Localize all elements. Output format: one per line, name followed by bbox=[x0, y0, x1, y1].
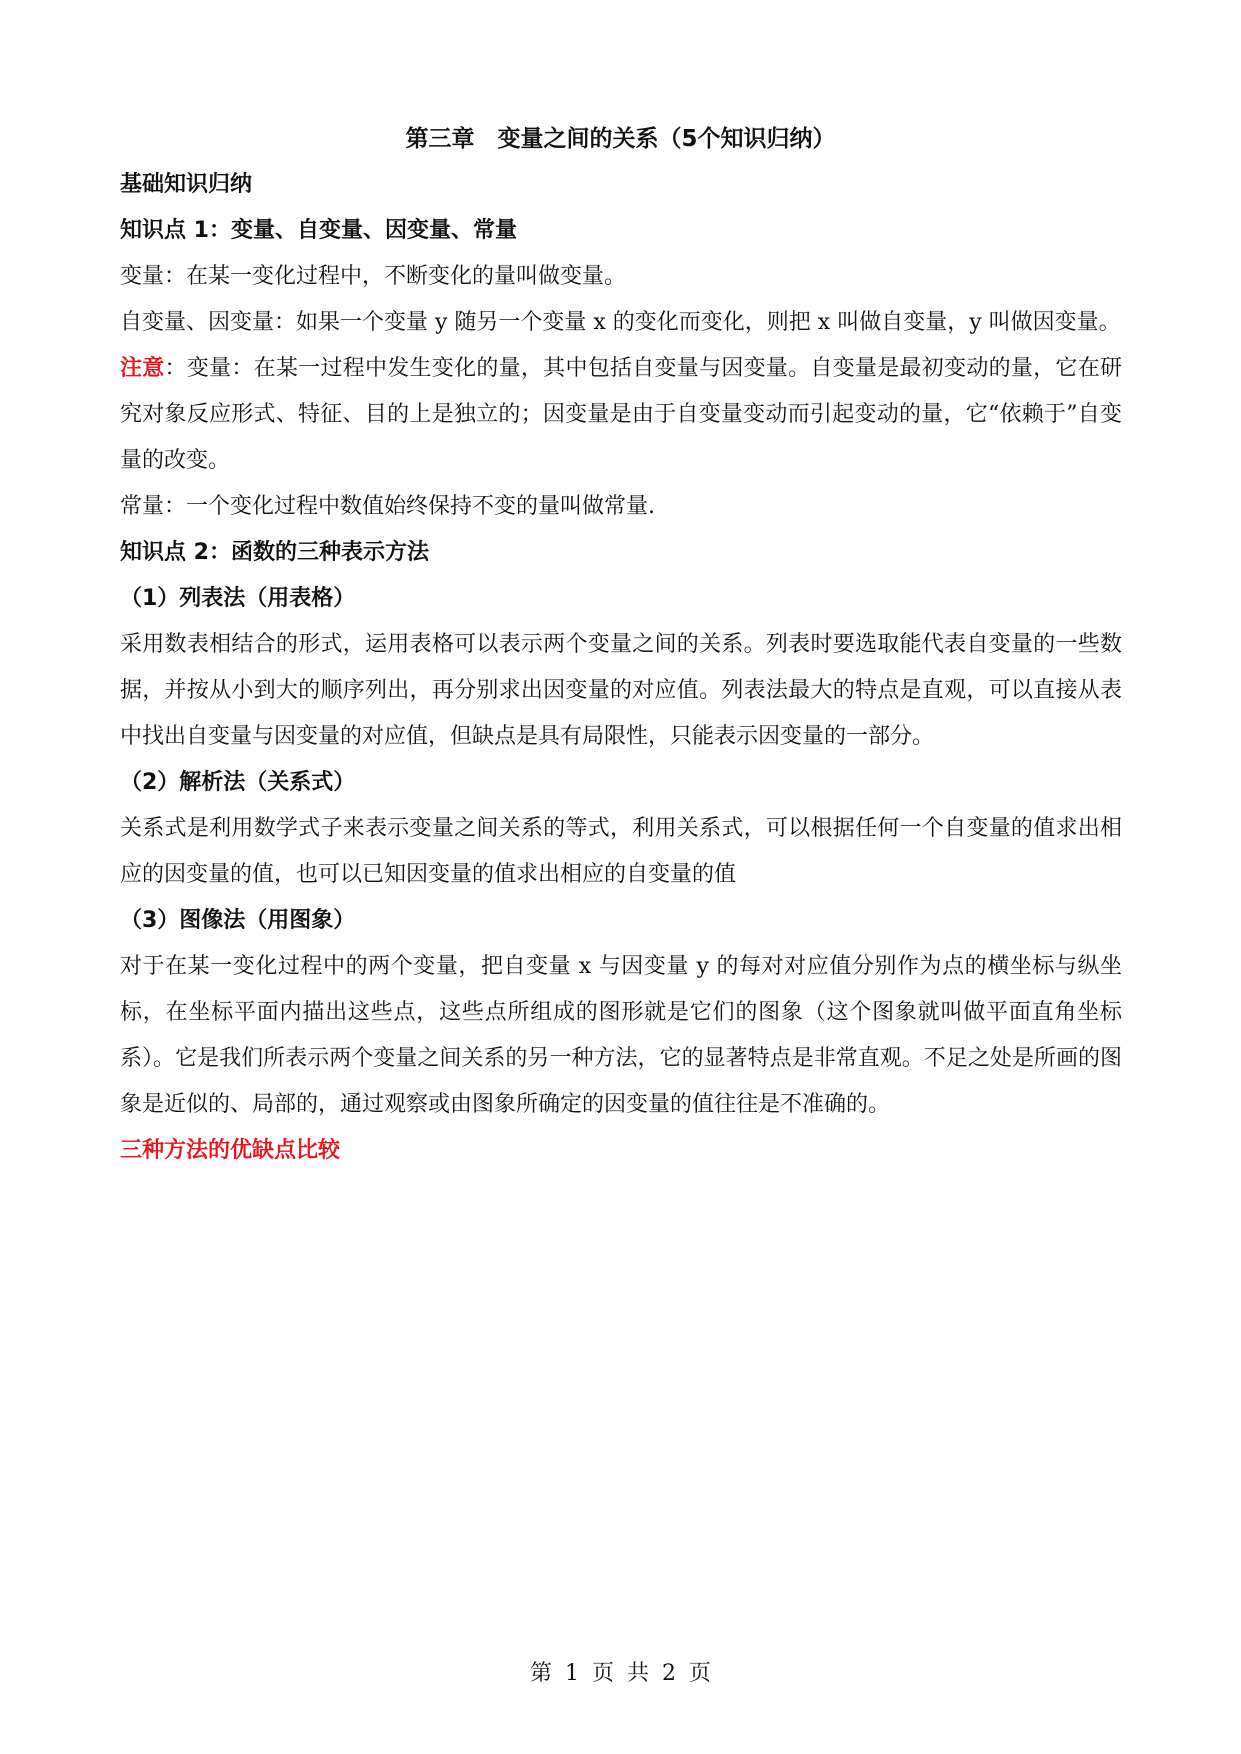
comparison-heading: 三种方法的优缺点比较 bbox=[120, 1138, 341, 1163]
section-heading-basic: 基础知识归纳 bbox=[120, 172, 253, 197]
method1-text: 采用数表相结合的形式，运用表格可以表示两个变量之间的关系。列表时要选取能代表自变量的一些数据，并按从小到大的顺序列出，再分别求出因变量的对应值。列表法最大的特点是直观，可以直接从表中找出自变量与因变量的对应值，但缺点是具有局限性，只能表示因变量的一部分。 bbox=[120, 632, 1122, 749]
note-label: 注意 bbox=[120, 356, 165, 381]
page-title: 第三章 变量之间的关系（5个知识归纳） bbox=[405, 126, 836, 152]
note-text: ：变量：在某一过程中发生变化的量，其中包括自变量与因变量。自变量是最初变动的量，它在研究对象反应形式、特征、目的上是独立的；因变量是由于自变量变动而引起变动的量，它“依赖于”自变量的改变。 bbox=[120, 356, 1122, 473]
kp2-heading: 知识点 2：函数的三种表示方法 bbox=[120, 540, 429, 565]
document-body bbox=[120, 162, 1122, 1174]
method1-heading: （1）列表法（用表格） bbox=[120, 586, 356, 611]
kp1-paragraph-constant: 常量：一个变化过程中数值始终保持不变的量叫做常量. bbox=[120, 494, 655, 519]
method3-text: 对于在某一变化过程中的两个变量，把自变量 x 与因变量 y 的每对对应值分别作为点的横坐标与纵坐标，在坐标平面内描出这些点，这些点所组成的图形就是它们的图象（这个图象就叫做平面直角坐标系）。它是我们所表示两个变量之间关系的另一种方法，它的显著特点是非常直观。不足之处是所画的图象是近似的、局部的，通过观察或由图象所确定的因变量的值往往是不准确的。 bbox=[120, 954, 1122, 1117]
kp1-note bbox=[120, 346, 1122, 484]
page-footer: 第 1 页 共 2 页 bbox=[530, 1661, 711, 1686]
kp1-heading: 知识点 1：变量、自变量、因变量、常量 bbox=[120, 218, 517, 243]
method2-heading: （2）解析法（关系式） bbox=[120, 770, 356, 795]
method2-text: 关系式是利用数学式子来表示变量之间关系的等式，利用关系式，可以根据任何一个自变量的值求出相应的因变量的值，也可以已知因变量的值求出相应的自变量的值 bbox=[120, 816, 1122, 887]
method3-heading: （3）图像法（用图象） bbox=[120, 908, 356, 933]
kp1-paragraph-variable: 变量：在某一变化过程中，不断变化的量叫做变量。 bbox=[120, 264, 627, 289]
kp1-paragraph-independent-dependent: 自变量、因变量：如果一个变量 y 随另一个变量 x 的变化而变化，则把 x 叫做自变量，y 叫做因变量。 bbox=[120, 310, 1121, 335]
